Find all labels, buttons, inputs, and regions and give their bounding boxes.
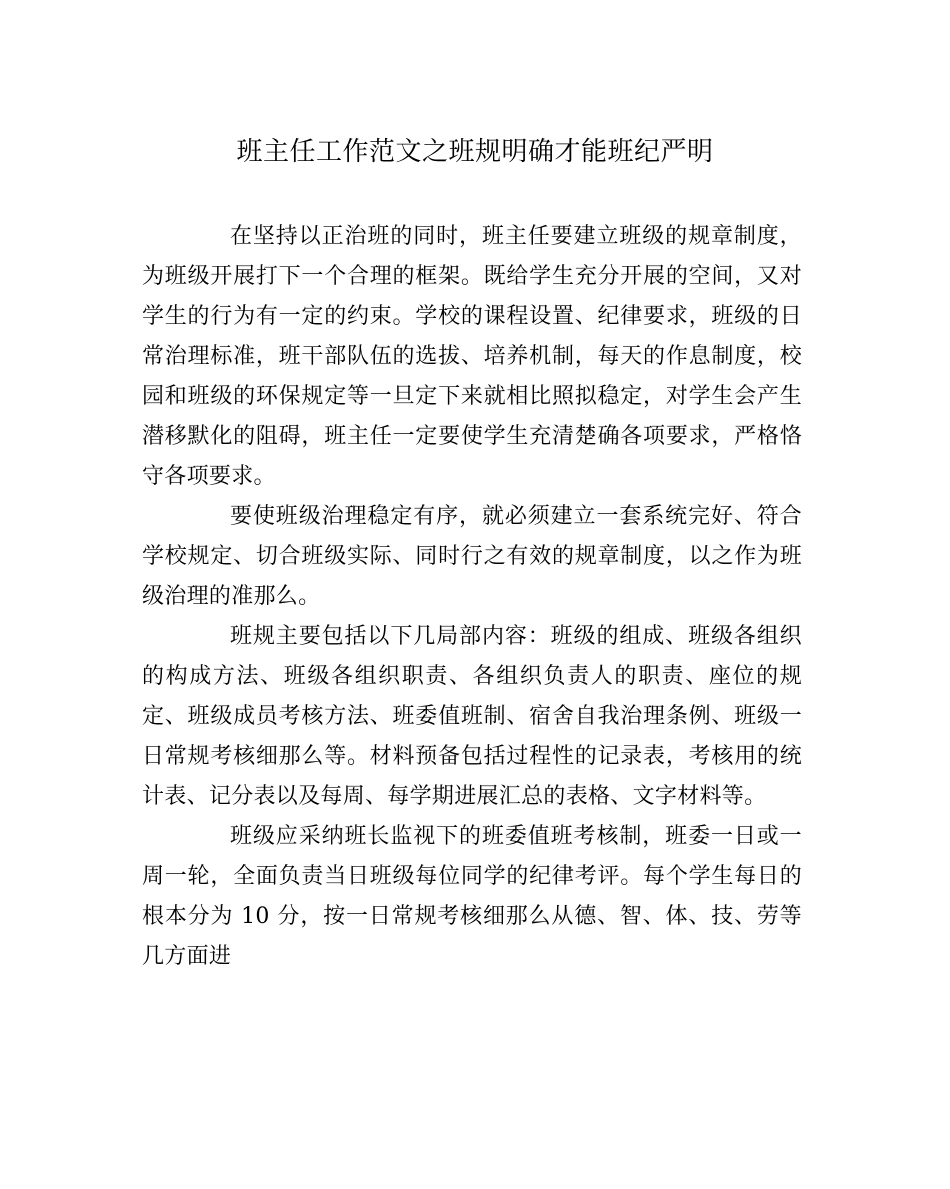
paragraph-3: 班规主要包括以下几局部内容：班级的组成、班级各组织的构成方法、班级各组织职责、各组织负责人的职责、座位的规定、班级成员考核方法、班委值班制、宿舍自我治理条例、班级一日常规考核细那么等。材料预备包括过程性的记录表，考核用的统计表、记分表以及每周、每学期进展汇总的表格、文字材料等。 bbox=[142, 624, 802, 809]
document-body bbox=[142, 217, 802, 977]
paragraph-2: 要使班级治理稳定有序，就必须建立一套系统完好、符合学校规定、切合班级实际、同时行之有效的规章制度，以之作为班级治理的准那么。 bbox=[142, 504, 802, 609]
document-title: 班主任工作范文之班规明确才能班纪严明 bbox=[236, 137, 714, 167]
paragraph-1: 在坚持以正治班的同时，班主任要建立班级的规章制度，为班级开展打下一个合理的框架。既给学生充分开展的空间，又对学生的行为有一定的约束。学校的课程设置、纪律要求，班级的日常治理标准，班干部队伍的选拔、培养机制，每天的作息制度，校园和班级的环保规定等一旦定下来就相比照拟稳定，对学生会产生潜移默化的阻碍，班主任一定要使学生充清楚确各项要求，严格恪守各项要求。 bbox=[142, 224, 802, 489]
paragraph-4: 班级应采纳班长监视下的班委值班考核制，班委一日或一周一轮，全面负责当日班级每位同学的纪律考评。每个学生每日的根本分为 10 分，按一日常规考核细那么从德、智、体、技、劳等几方面进 bbox=[142, 824, 802, 969]
